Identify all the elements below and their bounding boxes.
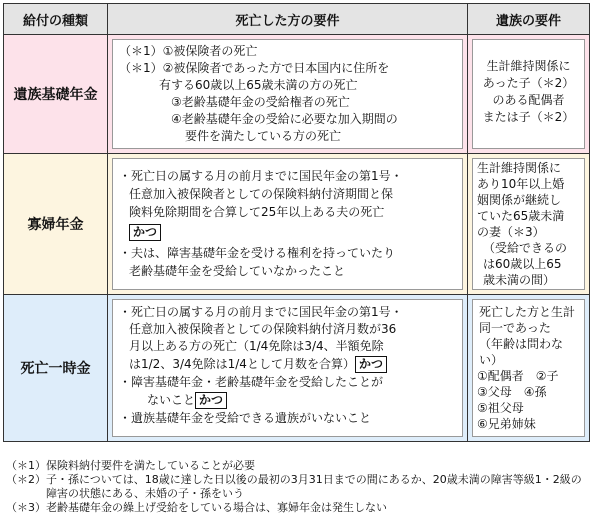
footnote-mark: （＊1）: [6, 459, 46, 472]
survivor-line: 姻関係が継続し: [477, 193, 562, 207]
benefit-requirements-table: [3, 3, 590, 442]
requirement-line: ③老齢基礎年金の受給権者の死亡: [171, 95, 350, 109]
table-header-row: [4, 4, 590, 35]
and-connector-badge: かつ: [195, 392, 227, 409]
requirement-line: （＊1）①被保険者の死亡: [119, 44, 258, 58]
requirement-line: ④老齢基礎年金の受給に必要な加入期間の: [171, 112, 398, 126]
survivor-requirements-box: [472, 39, 585, 149]
footnote-mark: （＊3）: [6, 501, 46, 514]
header-survivor-requirements: 遺族の要件: [468, 4, 590, 35]
footnotes: [6, 459, 586, 515]
requirement-line: 険料免除期間を合算して25年以上ある夫の死亡: [129, 205, 385, 219]
deceased-requirements-box: [112, 299, 463, 437]
deceased-requirements-box: [112, 39, 463, 149]
survivor-line: 同一であった: [479, 321, 551, 335]
survivor-line: あった子（＊2）: [482, 76, 575, 90]
and-connector-badge: かつ: [129, 224, 161, 241]
requirement-line: ないこと: [147, 393, 196, 407]
requirement-line: ・死亡日の属する月の前月までに国民年金の第1号・: [119, 169, 403, 183]
deceased-requirements-box: [112, 158, 463, 290]
deceased-requirements-cell: [108, 35, 468, 154]
survivor-line: （年齢は問わない）: [479, 337, 564, 367]
requirement-line: （＊1）②被保険者であった方で日本国内に住所を: [119, 61, 390, 75]
requirement-line: ・夫は、障害基礎年金を受ける権利を持っていたり: [119, 246, 396, 260]
survivor-requirements-cell: [468, 295, 590, 442]
requirement-line: 月以上ある方の死亡（1/4免除は3/4、半額免除: [129, 339, 384, 353]
survivor-list-item: ③父母 ④孫: [477, 385, 547, 399]
survivor-line: は60歳以上65: [483, 257, 562, 271]
survivor-list-item: ①配偶者 ②子: [477, 369, 559, 383]
benefit-name: 遺族基礎年金: [4, 35, 108, 154]
footnote-text: 老齢基礎年金の繰上げ受給をしている場合は、寡婦年金は発生しない: [46, 501, 387, 514]
survivor-line: 歳未満の間）: [483, 273, 556, 287]
table-row-survivors-basic-pension: [4, 35, 590, 154]
survivor-line: 死亡した方と生計: [479, 305, 576, 319]
requirement-line: 有する60歳以上65歳未満の方の死亡: [159, 78, 358, 92]
survivor-requirements-cell: [468, 35, 590, 154]
survivor-line: のある配偶者: [492, 93, 565, 107]
requirement-line: ・障害基礎年金・老齢基礎年金を受給したことが: [119, 375, 384, 389]
footnote: [6, 473, 586, 501]
table-row-widows-pension: [4, 154, 590, 295]
survivor-list-item: ⑥兄弟姉妹: [477, 417, 536, 431]
survivor-line: 生計維持関係に: [486, 59, 571, 73]
requirement-line: 要件を満たしている方の死亡: [185, 129, 342, 143]
requirement-line: は1/2、3/4免除は1/4として月数を合算）: [129, 357, 355, 371]
requirement-line: 任意加入被保険者としての保険料納付済期間と保: [129, 187, 394, 201]
footnote: [6, 459, 586, 473]
table-row-lump-sum-death-benefit: [4, 295, 590, 442]
deceased-requirements-cell: [108, 295, 468, 442]
and-connector-badge: かつ: [355, 356, 387, 373]
benefit-name: 死亡一時金: [4, 295, 108, 442]
footnote-text: 子・孫については、18歳に達した日以後の最初の3月31日までの間にあるか、20歳未満の障害等級1・2級の障害の状態にある、未婚の子・孫をいう: [46, 473, 582, 500]
requirement-line: ・遺族基礎年金を受給できる遺族がいないこと: [119, 411, 372, 425]
footnote-mark: （＊2）: [6, 473, 46, 486]
requirement-line: 老齢基礎年金を受給していなかったこと: [129, 264, 346, 278]
survivor-requirements-box: [472, 299, 585, 437]
requirement-line: ・死亡日の属する月の前月までに国民年金の第1号・: [119, 305, 403, 319]
survivor-line: の妻（＊3）: [477, 225, 545, 239]
survivor-requirements-cell: [468, 154, 590, 295]
survivor-line: 生計維持関係に: [477, 161, 562, 175]
survivor-line: ていた65歳未満: [477, 209, 565, 223]
survivor-requirements-box: [472, 158, 585, 290]
footnote-text: 保険料納付要件を満たしていることが必要: [46, 459, 255, 472]
footnote: [6, 501, 586, 515]
header-deceased-requirements: 死亡した方の要件: [108, 4, 468, 35]
survivor-list-item: ⑤祖父母: [477, 401, 524, 415]
header-benefit-type: 給付の種類: [4, 4, 108, 35]
survivor-line: （受給できるの: [483, 241, 568, 255]
requirement-line: 任意加入被保険者としての保険料納付済月数が36: [129, 322, 397, 336]
benefit-name: 寡婦年金: [4, 154, 108, 295]
survivor-line: あり10年以上婚: [477, 177, 565, 191]
survivor-line: または子（＊2）: [482, 110, 575, 124]
deceased-requirements-cell: [108, 154, 468, 295]
